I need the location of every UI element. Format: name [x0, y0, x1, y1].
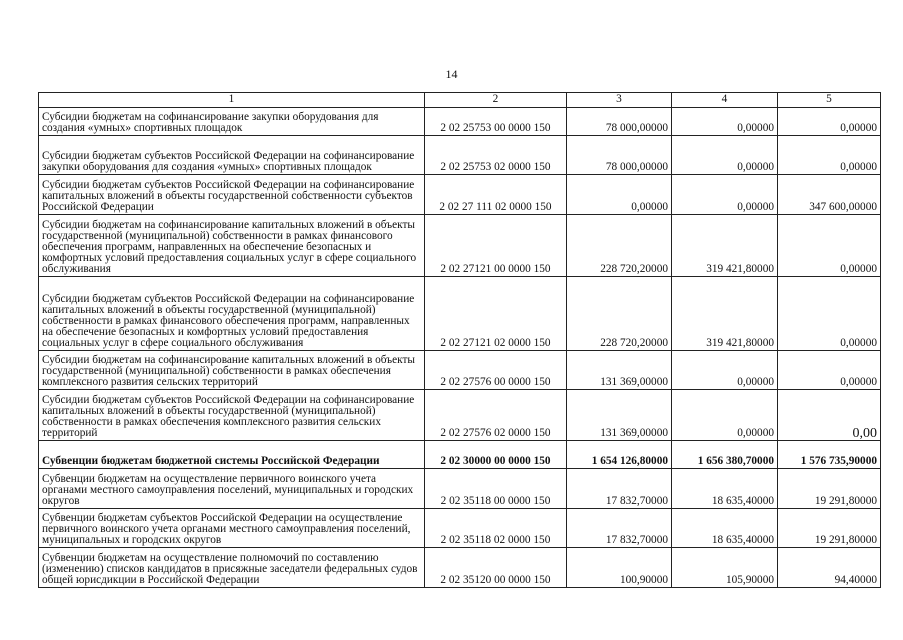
budget-table: [38, 92, 881, 588]
row-budget-code: 2 02 27576 02 0000 150: [425, 390, 567, 441]
row-value-col-3: 131 369,00000: [567, 351, 672, 390]
table-row: [39, 441, 881, 469]
row-value-col-5: 1 576 735,90000: [778, 441, 881, 469]
row-value-col-5: 0,00000: [778, 351, 881, 390]
table-row: [39, 136, 881, 175]
row-budget-code: 2 02 27576 00 0000 150: [425, 351, 567, 390]
header-col-3: 3: [567, 93, 672, 108]
table-header-row: [39, 93, 881, 108]
table-row: [39, 469, 881, 509]
row-description: Субвенции бюджетам бюджетной системы Российской Федерации: [39, 441, 425, 469]
row-budget-code: 2 02 25753 02 0000 150: [425, 136, 567, 175]
row-value-col-5: 0,00000: [778, 136, 881, 175]
table-row: [39, 108, 881, 136]
row-value-col-5: 0,00: [778, 390, 881, 441]
row-value-col-4: 319 421,80000: [672, 277, 778, 351]
row-value-col-5: 0,00000: [778, 215, 881, 277]
table-row: [39, 277, 881, 351]
row-value-col-4: 105,90000: [672, 548, 778, 588]
table-row: [39, 390, 881, 441]
row-value-col-5: 0,00000: [778, 277, 881, 351]
row-value-col-4: 0,00000: [672, 390, 778, 441]
row-budget-code: 2 02 35118 02 0000 150: [425, 509, 567, 548]
row-value-col-3: 228 720,20000: [567, 215, 672, 277]
row-description: Субсидии бюджетам субъектов Российской Федерации на софинансирование капитальных вложений в объекты государственной (муниципальной) собственности в рамках финансового обеспечения программ, направленных на обеспечение безопасных и комфортных условий предоставления социальных услуг в сфере социального обслуживания: [39, 277, 425, 351]
row-description: Субвенции бюджетам на осуществление первичного воинского учета органами местного самоуправления поселений, муниципальных и городских округов: [39, 469, 425, 509]
row-description: Субсидии бюджетам на софинансирование капитальных вложений в объекты государственной (муниципальной) собственности в рамках обеспечения комплексного развития сельских территорий: [39, 351, 425, 390]
row-description: Субвенции бюджетам субъектов Российской Федерации на осуществление первичного воинского учета органами местного самоуправления поселений, муниципальных и городских округов: [39, 509, 425, 548]
row-value-col-4: 18 635,40000: [672, 469, 778, 509]
table-row: [39, 548, 881, 588]
row-description: Субсидии бюджетам субъектов Российской Федерации на софинансирование закупки оборудования для создания «умных» спортивных площадок: [39, 136, 425, 175]
row-value-col-3: 100,90000: [567, 548, 672, 588]
header-col-5: 5: [778, 93, 881, 108]
row-budget-code: 2 02 27121 00 0000 150: [425, 215, 567, 277]
row-budget-code: 2 02 27121 02 0000 150: [425, 277, 567, 351]
row-budget-code: 2 02 27 111 02 0000 150: [425, 175, 567, 215]
row-value-col-3: 0,00000: [567, 175, 672, 215]
row-value-col-4: 0,00000: [672, 351, 778, 390]
row-budget-code: 2 02 35118 00 0000 150: [425, 469, 567, 509]
row-description: Субсидии бюджетам субъектов Российской Федерации на софинансирование капитальных вложений в объекты государственной собственности субъектов Российской Федерации: [39, 175, 425, 215]
row-value-col-4: 1 656 380,70000: [672, 441, 778, 469]
row-budget-code: 2 02 25753 00 0000 150: [425, 108, 567, 136]
row-value-col-3: 131 369,00000: [567, 390, 672, 441]
row-value-col-4: 0,00000: [672, 108, 778, 136]
row-value-col-3: 17 832,70000: [567, 509, 672, 548]
row-value-col-4: 319 421,80000: [672, 215, 778, 277]
row-value-col-3: 228 720,20000: [567, 277, 672, 351]
table-row: [39, 509, 881, 548]
row-description: Субвенции бюджетам на осуществление полномочий по составлению (изменению) списков кандидатов в присяжные заседатели федеральных судов общей юрисдикции в Российской Федерации: [39, 548, 425, 588]
header-col-2: 2: [425, 93, 567, 108]
row-description: Субсидии бюджетам субъектов Российской Федерации на софинансирование капитальных вложений в объекты государственной (муниципальной) собственности в рамках обеспечения комплексного развития сельских территорий: [39, 390, 425, 441]
row-value-col-3: 17 832,70000: [567, 469, 672, 509]
table-row: [39, 215, 881, 277]
row-value-col-5: 19 291,80000: [778, 469, 881, 509]
row-value-col-3: 1 654 126,80000: [567, 441, 672, 469]
table-row: [39, 175, 881, 215]
row-value-col-5: 19 291,80000: [778, 509, 881, 548]
row-value-col-3: 78 000,00000: [567, 108, 672, 136]
row-value-col-5: 94,40000: [778, 548, 881, 588]
row-value-col-4: 0,00000: [672, 175, 778, 215]
row-budget-code: 2 02 35120 00 0000 150: [425, 548, 567, 588]
row-value-col-3: 78 000,00000: [567, 136, 672, 175]
page-number: 14: [445, 67, 458, 81]
header-col-4: 4: [672, 93, 778, 108]
header-col-1: 1: [39, 93, 425, 108]
table-row: [39, 351, 881, 390]
row-budget-code: 2 02 30000 00 0000 150: [425, 441, 567, 469]
row-value-col-5: 0,00000: [778, 108, 881, 136]
row-value-col-4: 18 635,40000: [672, 509, 778, 548]
row-value-col-4: 0,00000: [672, 136, 778, 175]
row-description: Субсидии бюджетам на софинансирование закупки оборудования для создания «умных» спортивных площадок: [39, 108, 425, 136]
row-description: Субсидии бюджетам на софинансирование капитальных вложений в объекты государственной (муниципальной) собственности в рамках финансового обеспечения программ, направленных на обеспечение безопасных и комфортных условий предоставления социальных услуг в сфере социального обслуживания: [39, 215, 425, 277]
row-value-col-5: 347 600,00000: [778, 175, 881, 215]
